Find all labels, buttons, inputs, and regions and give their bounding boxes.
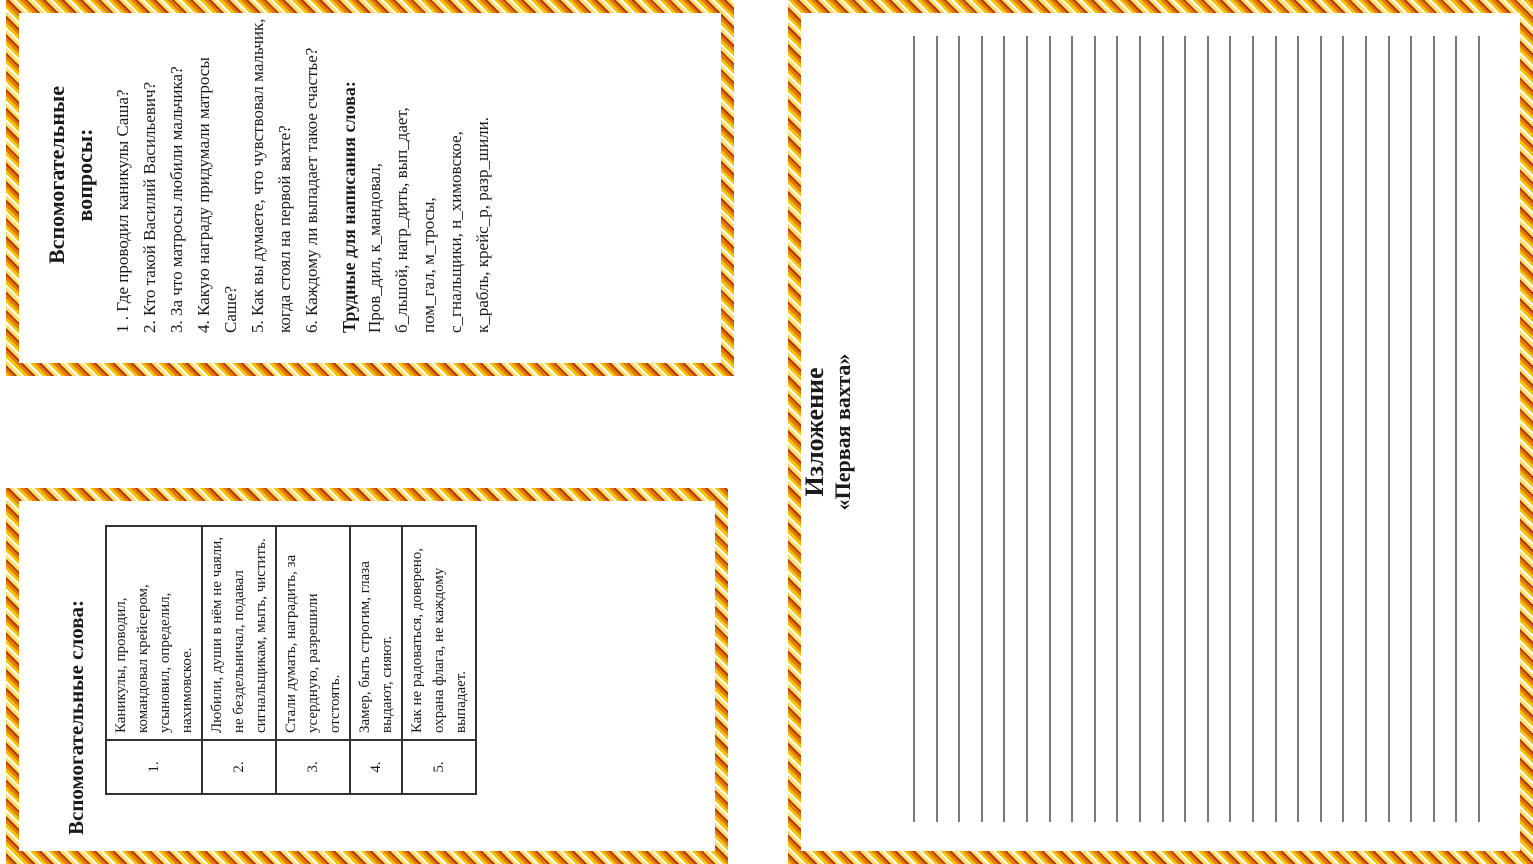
writing-line (1184, 36, 1186, 822)
helper-words-card (6, 488, 728, 864)
hard-words-line: б_льшой, нагр_дить, вып_дает, (392, 107, 411, 333)
writing-line (1116, 36, 1118, 822)
row-number: 5. (402, 740, 476, 794)
row-number: 4. (350, 740, 402, 794)
table-row (402, 526, 476, 794)
hard-words-line: с_гнальщики, н_химовское, (446, 131, 465, 333)
writing-line (1094, 36, 1096, 822)
row-text: Замер, быть строгим, глаза выдают, сияют. (350, 526, 402, 740)
writing-line (1139, 36, 1141, 822)
writing-line (1207, 36, 1209, 822)
writing-lines (913, 36, 1511, 822)
row-text: Стали думать, наградить, за усердную, разрешили отстоять. (276, 526, 350, 740)
writing-line (936, 36, 938, 822)
writing-line (1071, 36, 1073, 822)
questions-list (109, 17, 325, 333)
writing-line (1320, 36, 1322, 822)
hard-words-line: к_рабль, крейс_р, разр_шили. (473, 117, 492, 333)
writing-line (1478, 36, 1480, 822)
hard-words-line: пом_гал, м_тросы, (419, 197, 438, 333)
hard-words-line: Пров_дил, к_мандовал, (365, 163, 384, 333)
lined-page-title (800, 182, 856, 682)
writing-line (913, 36, 915, 822)
question-item: 3. За что матросы любили мальчика? (167, 66, 186, 333)
row-text: Любили, души в нём не чаяли, не бездельничал, подавал сигнальщикам, мыть, чистить. (202, 526, 276, 740)
table-row (202, 526, 276, 794)
writing-line (1026, 36, 1028, 822)
lined-title-line2: «Первая вахта» (830, 353, 855, 511)
question-item: 6. Каждому ли выпадает такое счастье? (302, 47, 321, 333)
writing-line (958, 36, 960, 822)
lined-writing-page (788, 0, 1533, 864)
questions-title-line2: вопросы: (72, 128, 97, 222)
row-text: Как не радоваться, доверено, охрана флага, не каждому выпадает. (402, 526, 476, 740)
helper-words-content (19, 501, 715, 851)
writing-line (1297, 36, 1299, 822)
questions-title (43, 17, 99, 333)
writing-line (1410, 36, 1412, 822)
helper-words-table (105, 525, 477, 795)
writing-line (1275, 36, 1277, 822)
writing-line (1365, 36, 1367, 822)
table-row (350, 526, 402, 794)
writing-line (981, 36, 983, 822)
writing-line (1455, 36, 1457, 822)
writing-line (1342, 36, 1344, 822)
helper-words-title: Вспомогательные слова: (64, 599, 88, 835)
row-text: Каникулы, проводил, командовал крейсером, усыновил, определил, нахимовское. (106, 526, 202, 740)
question-item: 5. Как вы думаете, что чувствовал мальчик, когда стоял на первой вахте? (248, 18, 294, 333)
row-number: 1. (106, 740, 202, 794)
lined-title-line1: Изложение (800, 367, 829, 497)
hard-words-title: Трудные для написания слова: (339, 81, 359, 333)
question-item: 1 . Где проводил каникулы Саша? (113, 89, 132, 333)
writing-line (1252, 36, 1254, 822)
row-number: 3. (276, 740, 350, 794)
table-row (276, 526, 350, 794)
questions-card-content (19, 3, 719, 363)
writing-line (1433, 36, 1435, 822)
writing-line (1229, 36, 1231, 822)
writing-line (1388, 36, 1390, 822)
row-number: 2. (202, 740, 276, 794)
question-item: 2. Кто такой Василий Васильевич? (140, 81, 159, 333)
writing-line (1049, 36, 1051, 822)
question-item: 4. Какую награду придумали матросы Саше? (194, 57, 240, 333)
writing-line (1162, 36, 1164, 822)
table-row (106, 526, 202, 794)
hard-words-list (361, 17, 496, 333)
questions-title-line1: Вспомогательные (44, 86, 69, 264)
writing-line (1003, 36, 1005, 822)
questions-card (6, 0, 734, 376)
